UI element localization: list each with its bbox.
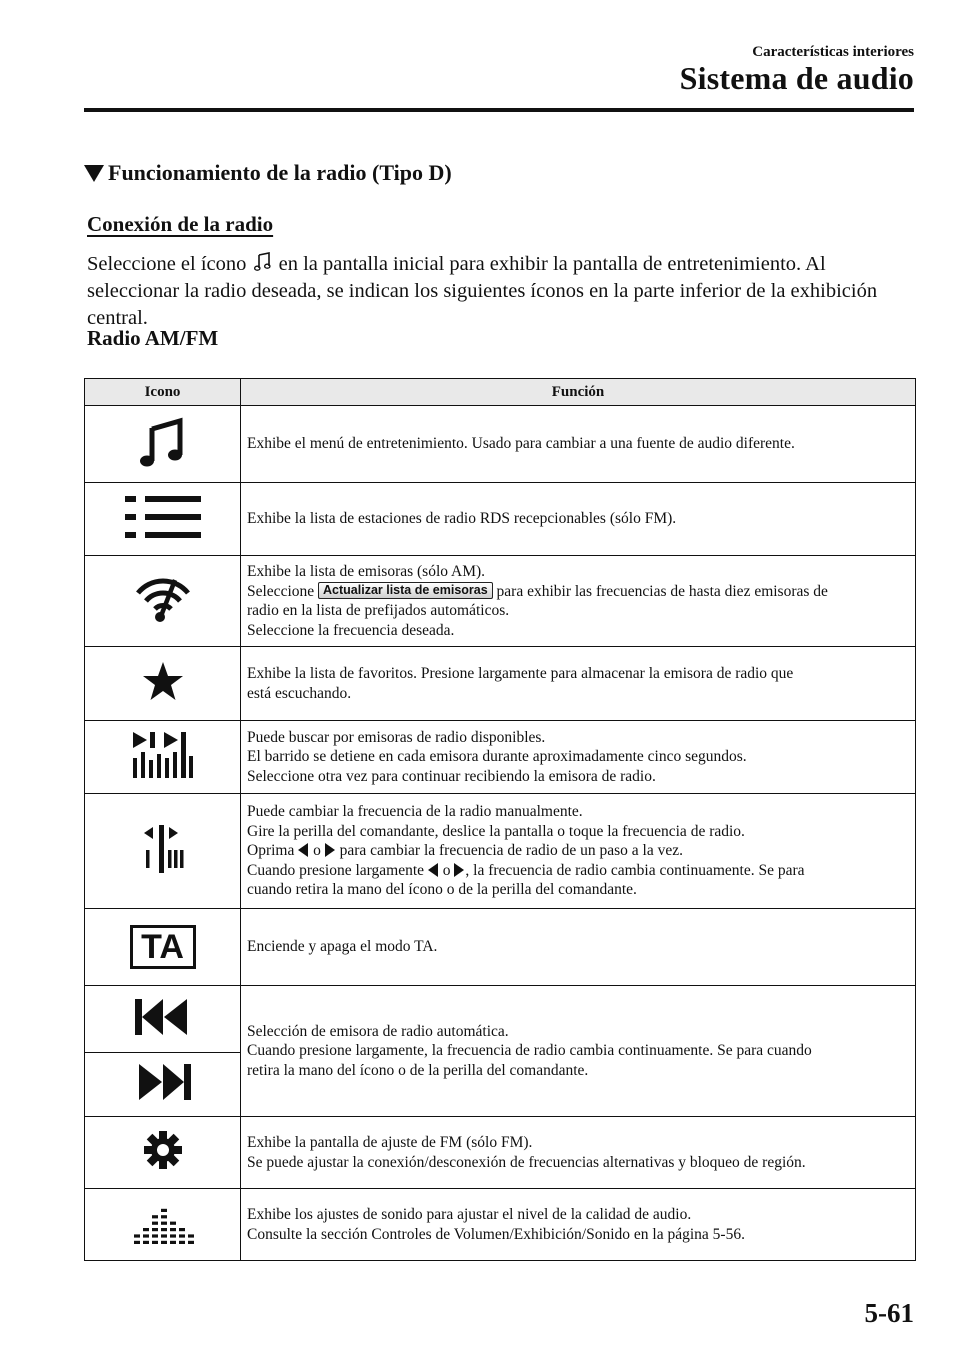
eq-bar-segment (170, 1228, 176, 1231)
eq-bar-segment (161, 1222, 167, 1225)
star-icon (142, 661, 184, 701)
icon-cell (85, 721, 241, 794)
function-cell (241, 721, 916, 794)
table-row (85, 1117, 916, 1189)
function-text-part: o (442, 861, 451, 879)
function-text: Enciende y apaga el modo TA. (247, 938, 438, 956)
function-cell (241, 483, 916, 556)
function-text: está escuchando. (247, 684, 352, 702)
eq-bar-segment (152, 1228, 158, 1231)
function-text: Consulte la sección Controles de Volumen/Exhibición/Sonido en la página 5-56. (247, 1225, 745, 1243)
function-text-part: Oprima (247, 842, 295, 860)
station-list-icon (123, 494, 203, 540)
function-text: Puede buscar por emisoras de radio disponibles. (247, 728, 546, 746)
function-text (247, 861, 909, 881)
function-cell (241, 406, 916, 483)
tune-down-icon (428, 863, 439, 877)
eq-bar-segment (152, 1241, 158, 1244)
eq-bar-segment (143, 1234, 149, 1237)
function-cell (241, 1117, 916, 1189)
col-header-function: Función (241, 379, 916, 406)
section-title (84, 160, 452, 186)
function-cell (241, 556, 916, 647)
table-row (85, 556, 916, 647)
function-text-part: para cambiar la frecuencia de radio de un paso a la vez. (339, 842, 684, 860)
gear-icon (143, 1130, 183, 1170)
scan-icon (130, 730, 196, 780)
function-cell (241, 1189, 916, 1261)
function-text: Selección de emisora de radio automática. (247, 1022, 509, 1040)
eq-bar-segment (161, 1215, 167, 1218)
icon-cell (85, 1117, 241, 1189)
function-text: Gire la perilla del comandante, deslice la pantalla o toque la frecuencia de radio. (247, 822, 745, 840)
eq-bar-segment (179, 1228, 185, 1231)
eq-bar-segment (143, 1241, 149, 1244)
tune-down-icon (298, 843, 309, 857)
update-station-list-button[interactable]: Actualizar lista de emisoras (318, 582, 493, 599)
function-text: Cuando presione largamente, la frecuencia de radio cambia continuamente. Se para cuando (247, 1042, 812, 1060)
function-text (247, 841, 909, 861)
icon-cell (85, 556, 241, 647)
col-header-icon: Icono (85, 379, 241, 406)
function-text-part: para exhibir las frecuencias de hasta diez emisoras de (496, 582, 828, 600)
music-icon (138, 415, 188, 469)
eq-bar-segment (152, 1215, 158, 1218)
eq-bar-segment (170, 1222, 176, 1225)
header-rule (84, 108, 914, 112)
radio-heading: Radio AM/FM (87, 326, 219, 350)
sound-settings-icon (132, 1197, 194, 1247)
running-header-subtitle: Características interiores (752, 44, 914, 60)
icon-cell (85, 909, 241, 986)
function-text: radio en la lista de prefijados automáticos. (247, 602, 510, 619)
icon-cell (85, 1053, 241, 1117)
icon-function-table (84, 378, 916, 1261)
table-row (85, 406, 916, 483)
function-text: Exhibe la lista de favoritos. Presione largamente para almacenar la emisora de radio que (247, 665, 794, 682)
seek-forward-icon (133, 1062, 193, 1102)
function-cell (241, 986, 916, 1117)
function-text: Se puede ajustar la conexión/desconexión de frecuencias alternativas y bloqueo de región. (247, 1153, 806, 1171)
function-cell (241, 647, 916, 721)
eq-bar-segment (188, 1241, 194, 1244)
function-text-part: Seleccione (247, 582, 315, 600)
eq-bar-segment (179, 1234, 185, 1237)
seek-back-icon (133, 997, 193, 1037)
table-row (85, 909, 916, 986)
icon-cell (85, 647, 241, 721)
function-text-part: o (313, 842, 321, 860)
function-text: El barrido se detiene en cada emisora durante aproximadamente cinco segundos. (247, 748, 747, 766)
function-text-part: Cuando presione largamente (247, 861, 425, 879)
manual-tune-icon (141, 824, 185, 874)
table-row (85, 1189, 916, 1261)
tune-up-icon (325, 843, 336, 857)
page-number: 5-61 (864, 1298, 914, 1328)
icon-cell (85, 406, 241, 483)
function-text: Seleccione otra vez para continuar recibiendo la emisora de radio. (247, 767, 656, 785)
eq-bar-segment (152, 1222, 158, 1225)
eq-bar-segment (134, 1241, 140, 1244)
eq-bar-segment (161, 1228, 167, 1231)
running-header-title: Sistema de audio (679, 60, 914, 96)
subsection-title: Conexión de la radio (87, 212, 274, 236)
intro-text-b: en la pantalla inicial para exhibir la pantalla de entretenimiento. Al seleccionar la radio deseada, se indican los siguientes íconos en la parte inferior de la exhibición central. (87, 253, 878, 329)
function-text: cuando retira la mano del ícono o de la perilla del comandante. (247, 881, 637, 899)
intro-paragraph (87, 251, 917, 332)
function-text: Seleccione la frecuencia deseada. (247, 621, 455, 639)
icon-cell (85, 1189, 241, 1261)
music-note-icon (254, 252, 272, 272)
eq-bar-segment (143, 1228, 149, 1231)
antenna-icon (133, 574, 193, 624)
function-text-part: , la frecuencia de radio cambia continuamente. Se para (465, 861, 805, 879)
function-text: Puede cambiar la frecuencia de la radio manualmente. (247, 803, 583, 821)
eq-bar-segment (161, 1234, 167, 1237)
table-row (85, 794, 916, 909)
tune-up-icon (454, 863, 465, 877)
function-text: Exhibe el menú de entretenimiento. Usado para cambiar a una fuente de audio diferente. (247, 435, 795, 453)
intro-text-a: Seleccione el ícono (87, 253, 247, 275)
function-text: Exhibe la lista de emisoras (sólo AM). (247, 563, 486, 580)
eq-bar-segment (170, 1234, 176, 1237)
eq-bar-segment (152, 1234, 158, 1237)
icon-cell (85, 794, 241, 909)
function-cell (241, 909, 916, 986)
eq-bar-segment (161, 1241, 167, 1244)
ta-icon (130, 925, 196, 969)
table-row (85, 647, 916, 721)
table-row (85, 721, 916, 794)
icon-cell (85, 986, 241, 1053)
eq-bar-segment (179, 1241, 185, 1244)
table-header-row (85, 379, 916, 406)
table-row (85, 986, 916, 1053)
function-text: Exhibe la lista de estaciones de radio RDS recepcionables (sólo FM). (247, 510, 677, 528)
section-title-text: Funcionamiento de la radio (Tipo D) (108, 160, 452, 185)
section-marker-icon (84, 165, 104, 182)
eq-bar-segment (134, 1234, 140, 1237)
eq-bar-segment (188, 1234, 194, 1237)
table-row (85, 483, 916, 556)
function-text: Exhibe los ajustes de sonido para ajustar el nivel de la calidad de audio. (247, 1206, 692, 1223)
eq-bar-segment (170, 1241, 176, 1244)
function-cell (241, 794, 916, 909)
eq-bar-segment (161, 1209, 167, 1212)
function-text: Exhibe la pantalla de ajuste de FM (sólo FM). (247, 1134, 533, 1151)
icon-cell (85, 483, 241, 556)
function-text: retira la mano del ícono o de la perilla del comandante. (247, 1061, 589, 1079)
function-text (247, 582, 909, 602)
ta-icon-text: TA (141, 928, 184, 966)
